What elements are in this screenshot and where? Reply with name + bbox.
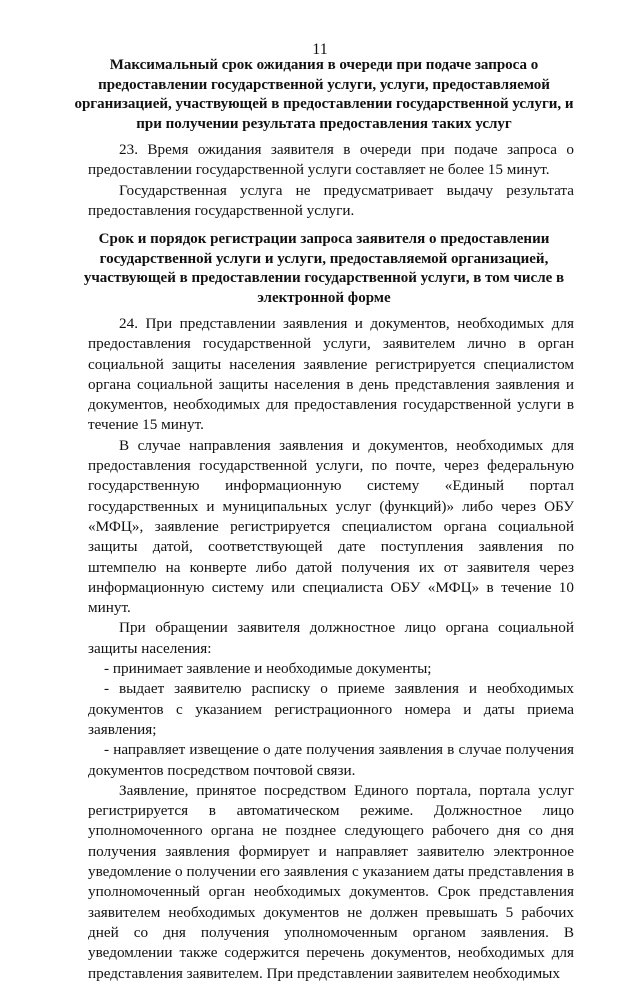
paragraph-mail-registration: В случае направления заявления и документов, необходимых для предоставления государственной услуги, по почте, через федеральную государственную информационную систему «Единый портал государственных и муниципальных услуг (функций)» либо через ОБУ «МФЦ», заявление регистрируется специалистом органа социальной защиты датой, соответствующей дате поступления заявления по штемпелю на конверте либо датой получения их от заявителя через информационную систему или специалиста ОБУ «МФЦ» в течение 10 минут.	[88, 436, 574, 617]
section-heading-waiting-time: Максимальный срок ожидания в очереди при подаче запроса о предоставлении государственной услуги, услуги, предоставляемой организацией, участвующей в предоставлении государственной услуги, и при получении результата предоставления таких услуг	[74, 57, 574, 132]
paragraph-23: 23. Время ожидания заявителя в очереди при подаче запроса о предоставлении государственной услуги составляет не более 15 минут.	[88, 141, 574, 179]
page-number: 11	[312, 41, 328, 58]
list-item-notice: - направляет извещение о дате получения заявления в случае получения документов посредством почтовой связи.	[88, 741, 574, 779]
paragraph-official-actions: При обращении заявителя должностное лицо органа социальной защиты населения:	[88, 619, 574, 657]
list-item-receipt: - выдает заявителю расписку о приеме заявления и необходимых документов с указанием регистрационного номера и даты приема заявления;	[88, 680, 574, 738]
section-body-waiting-time	[88, 140, 574, 221]
paragraph-electronic: Заявление, принятое посредством Единого портала, портала услуг регистрируется в автоматическом режиме. Должностное лицо уполномоченного органа не позднее следующего рабочего дня со дня получения заявления формирует и направляет заявителю электронное уведомление о получении его заявления с указанием даты представления в уполномоченный орган необходимых документов. Срок представления заявителем необходимых документов не должен превышать 5 рабочих дней со дня получения уполномоченным органом заявления. В уведомлении также содержится перечень документов, необходимых для представления заявителем. При представлении заявителем необходимых	[88, 781, 574, 982]
paragraph-no-result: Государственная услуга не предусматривает выдачу результата предоставления государственной услуги.	[88, 181, 574, 219]
list-item-accept: - принимает заявление и необходимые документы;	[104, 660, 432, 678]
paragraph-24: 24. При представлении заявления и документов, необходимых для предоставления государственной услуги, заявителем лично в орган социальной защиты населения заявление регистрируется специалистом органа социальной защиты населения в день представления заявления и документов, необходимых для предоставления государственной услуги в течение 15 минут.	[88, 315, 574, 434]
section-body-registration	[88, 314, 574, 984]
section-heading-registration: Срок и порядок регистрации запроса заявителя о предоставлении государственной услуги и услуги, предоставляемой организацией, участвующей в предоставлении государственной услуги, в том числе в электронной форме	[83, 231, 565, 306]
